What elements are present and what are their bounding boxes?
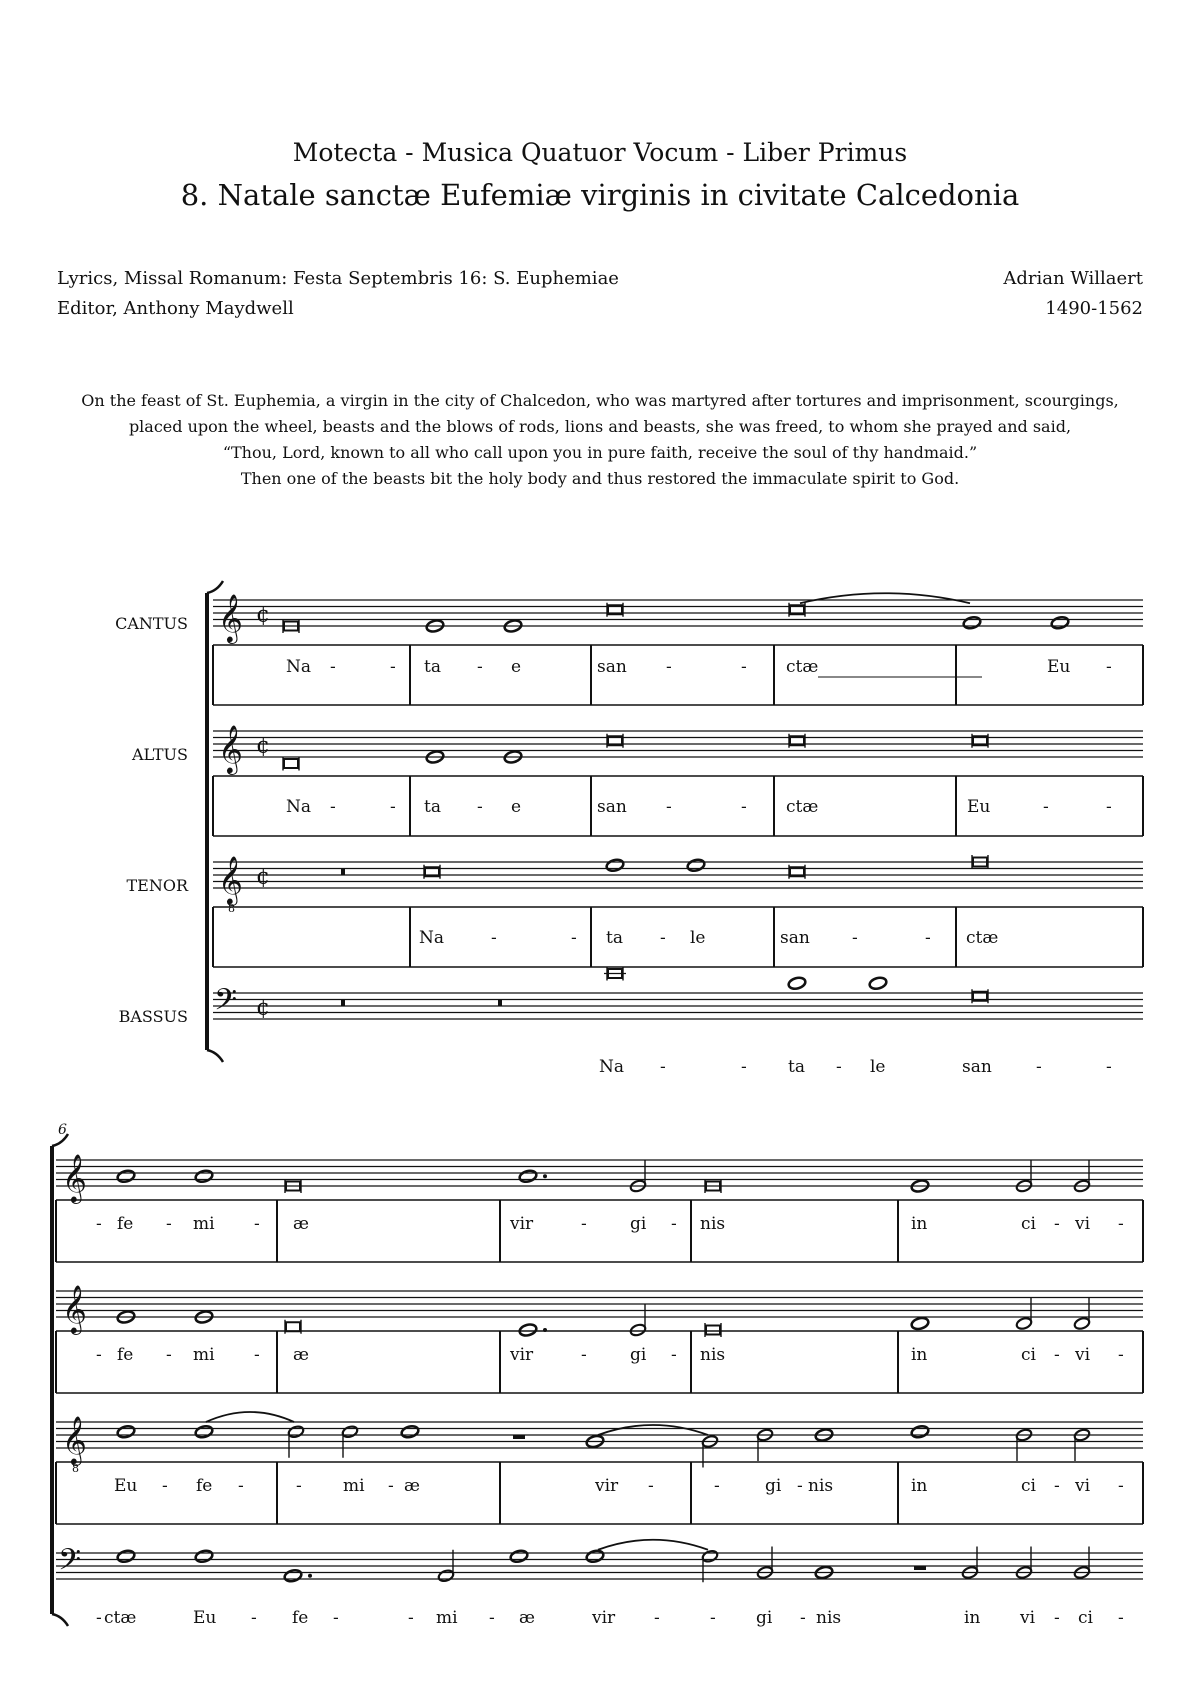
lyric-syllable: le xyxy=(870,1057,886,1077)
composer-dates: 1490-1562 xyxy=(1045,298,1143,319)
whole-note xyxy=(400,1425,419,1439)
lyric-syllable: - xyxy=(390,657,396,677)
lyric-syllable: - xyxy=(1054,1608,1060,1628)
lyric-syllable: san xyxy=(780,928,810,948)
editor-credit: Editor, Anthony Maydwell xyxy=(57,298,294,319)
lyric-syllable: - xyxy=(714,1476,720,1496)
lyric-syllable: gi xyxy=(756,1608,773,1628)
whole-note xyxy=(605,858,624,872)
translation-line: “Thou, Lord, known to all who call upon you in pure faith, receive the soul of thy handmaid.” xyxy=(222,443,978,462)
octave-mark: 8 xyxy=(228,902,235,915)
lyric-syllable: - xyxy=(96,1345,102,1365)
translation-line: placed upon the wheel, beasts and the blows of rods, lions and beasts, she was freed, to whom she prayed and said, xyxy=(128,417,1072,436)
lyric-syllable: - xyxy=(660,1057,666,1077)
lyric-syllable: - xyxy=(1054,1476,1060,1496)
lyric-syllable: Na xyxy=(599,1057,625,1077)
lyric-syllable: mi xyxy=(343,1476,365,1496)
lyric-syllable: - xyxy=(489,1608,495,1628)
lyric-syllable: san xyxy=(962,1057,992,1077)
lyric-syllable: - xyxy=(1118,1476,1124,1496)
lyric-syllable: - xyxy=(1054,1214,1060,1234)
measure-number: 6 xyxy=(58,1122,67,1138)
breve-rest xyxy=(341,1000,345,1007)
lyric-syllable: æ xyxy=(293,1214,309,1234)
lyric-syllable: Eu xyxy=(193,1608,217,1628)
lyric-syllable: - xyxy=(1118,1608,1124,1628)
lyric-syllable: - xyxy=(1118,1214,1124,1234)
lyric-syllable: - xyxy=(800,1608,806,1628)
lyric-syllable: ci xyxy=(1021,1345,1036,1365)
lyric-syllable: æ xyxy=(404,1476,420,1496)
voice-label-altus: ALTUS xyxy=(132,745,188,764)
lyric-syllable: - xyxy=(166,1345,172,1365)
lyric-syllable: - xyxy=(581,1214,587,1234)
lyric-syllable: - xyxy=(166,1214,172,1234)
lyric-syllable: - xyxy=(388,1476,394,1496)
lyric-syllable: ctæ xyxy=(104,1608,137,1628)
tie xyxy=(206,1412,294,1422)
bass-clef: 𝄢 xyxy=(58,1543,82,1585)
lyric-syllable: æ xyxy=(293,1345,309,1365)
lyric-syllable: ctæ xyxy=(966,928,999,948)
whole-note xyxy=(585,1549,604,1563)
lyric-syllable: - xyxy=(408,1608,414,1628)
half-note xyxy=(1015,1316,1032,1330)
tie xyxy=(598,1540,708,1550)
lyric-syllable: - xyxy=(925,928,931,948)
lyric-syllable: ctæ xyxy=(786,657,819,677)
lyric-syllable: - xyxy=(296,1476,302,1496)
lyric-syllable: - xyxy=(1106,797,1112,817)
lyric-syllable: - xyxy=(666,797,672,817)
lyric-syllable: e xyxy=(511,797,522,817)
breve-note xyxy=(706,1326,720,1335)
bracket-hook xyxy=(52,1614,68,1626)
lyric-syllable: - xyxy=(491,928,497,948)
lyrics-credit: Lyrics, Missal Romanum: Festa Septembris 16: S. Euphemiae xyxy=(57,268,619,289)
lyric-syllable: ta xyxy=(424,797,441,817)
lyric-syllable: - xyxy=(330,797,336,817)
lyric-syllable: - xyxy=(477,657,483,677)
lyric-syllable: Eu xyxy=(1047,657,1071,677)
lyric-syllable: le xyxy=(690,928,706,948)
treble-clef: 𝄞 xyxy=(62,1284,87,1333)
lyric-syllable: Na xyxy=(286,797,312,817)
lyric-syllable: mi xyxy=(193,1345,215,1365)
lyric-syllable: ci xyxy=(1021,1214,1036,1234)
whole-note xyxy=(518,1169,537,1183)
lyric-syllable: - xyxy=(671,1214,677,1234)
lyric-syllable: ta xyxy=(606,928,623,948)
lyric-syllable: - xyxy=(96,1214,102,1234)
lyric-syllable: Na xyxy=(286,657,312,677)
whole-note xyxy=(518,1323,537,1337)
lyric-syllable: - xyxy=(390,797,396,817)
lyric-syllable: - xyxy=(710,1608,716,1628)
treble-clef: 𝄞 xyxy=(218,593,243,642)
breve-note xyxy=(284,759,298,768)
lyric-syllable: - xyxy=(852,928,858,948)
lyric-syllable: Eu xyxy=(114,1476,138,1496)
lyric-syllable: - xyxy=(1054,1345,1060,1365)
lyric-syllable: - xyxy=(741,797,747,817)
lyric-syllable: fe xyxy=(196,1476,213,1496)
lyric-syllable: Eu xyxy=(967,797,991,817)
breve-note xyxy=(286,1322,300,1331)
half-note xyxy=(287,1425,304,1439)
half-note xyxy=(701,1549,718,1563)
lyric-syllable: nis xyxy=(700,1345,726,1365)
lyric-syllable: - xyxy=(836,1057,842,1077)
lyric-syllable: gi xyxy=(630,1214,647,1234)
augmentation-dot xyxy=(543,1174,547,1178)
whole-note xyxy=(194,1425,213,1439)
cut-time-sign: ¢ xyxy=(256,733,270,759)
lyric-syllable: - xyxy=(571,928,577,948)
lyric-syllable: - xyxy=(581,1345,587,1365)
whole-note xyxy=(194,1549,213,1563)
lyric-syllable: - xyxy=(666,657,672,677)
lyric-syllable: - xyxy=(1043,797,1049,817)
piece-title: 8. Natale sanctæ Eufemiæ virginis in civitate Calcedonia xyxy=(180,178,1020,212)
lyric-syllable: Na xyxy=(419,928,445,948)
bracket-hook xyxy=(207,581,223,593)
lyric-syllable: - xyxy=(1036,1057,1042,1077)
breve-rest xyxy=(341,869,345,876)
lyric-syllable: vi xyxy=(1075,1476,1091,1496)
octave-mark: 8 xyxy=(72,1462,79,1475)
whole-note xyxy=(116,1425,135,1439)
lyric-syllable: ci xyxy=(1021,1476,1036,1496)
lyric-syllable: ta xyxy=(424,657,441,677)
whole-note xyxy=(116,1549,135,1563)
whole-rest xyxy=(914,1566,926,1570)
lyric-syllable: gi xyxy=(765,1476,782,1496)
whole-note xyxy=(686,858,705,872)
whole-note xyxy=(116,1169,135,1183)
lyric-syllable: - xyxy=(797,1476,803,1496)
lyric-syllable: fe xyxy=(117,1214,134,1234)
lyric-syllable: - xyxy=(330,657,336,677)
lyric-syllable: e xyxy=(511,657,522,677)
lyric-syllable: - xyxy=(238,1476,244,1496)
lyric-syllable: - xyxy=(741,1057,747,1077)
collection-title: Motecta - Musica Quatuor Vocum - Liber Primus xyxy=(292,138,908,167)
lyric-syllable: vir xyxy=(592,1608,616,1628)
lyric-syllable: nis xyxy=(700,1214,726,1234)
tie xyxy=(800,593,970,603)
breve-rest xyxy=(498,1000,502,1007)
lyric-syllable: gi xyxy=(630,1345,647,1365)
cut-time-sign: ¢ xyxy=(256,602,270,628)
lyric-syllable: - xyxy=(660,928,666,948)
lyric-syllable: - xyxy=(254,1214,260,1234)
lyric-syllable: mi xyxy=(193,1214,215,1234)
lyric-syllable: in xyxy=(964,1608,981,1628)
bracket-hook xyxy=(52,1134,68,1146)
lyric-syllable: vi xyxy=(1075,1345,1091,1365)
lyric-syllable: san xyxy=(597,797,627,817)
lyric-syllable: vi xyxy=(1075,1214,1091,1234)
lyric-syllable: in xyxy=(911,1214,928,1234)
lyric-syllable: - xyxy=(162,1476,168,1496)
tie xyxy=(598,1425,708,1435)
lyric-syllable: ci xyxy=(1078,1608,1093,1628)
lyric-syllable: in xyxy=(911,1476,928,1496)
lyric-syllable: - xyxy=(251,1608,257,1628)
treble-clef: 𝄞 xyxy=(218,855,243,904)
lyric-syllable: - xyxy=(1106,657,1112,677)
lyric-syllable: ta xyxy=(788,1057,805,1077)
treble-clef: 𝄞 xyxy=(62,1153,87,1202)
lyric-syllable: - xyxy=(741,657,747,677)
half-note xyxy=(629,1323,646,1337)
whole-note xyxy=(787,976,806,990)
lyric-syllable: - xyxy=(1106,1057,1112,1077)
cut-time-sign: ¢ xyxy=(256,864,270,890)
whole-note xyxy=(194,1169,213,1183)
whole-rest xyxy=(513,1435,525,1439)
lyric-syllable: fe xyxy=(292,1608,309,1628)
lyric-syllable: nis xyxy=(808,1476,834,1496)
lyric-syllable: - xyxy=(648,1476,654,1496)
lyric-syllable: vir xyxy=(510,1345,534,1365)
lyric-syllable: nis xyxy=(816,1608,842,1628)
lyric-syllable: vi xyxy=(1020,1608,1036,1628)
translation-line: Then one of the beasts bit the holy body and thus restored the immaculate spirit to God. xyxy=(240,469,960,488)
composer-name: Adrian Willaert xyxy=(1003,268,1143,289)
treble-clef: 𝄞 xyxy=(62,1415,87,1464)
whole-note xyxy=(910,1425,929,1439)
treble-clef: 𝄞 xyxy=(218,724,243,773)
lyric-syllable: - xyxy=(333,1608,339,1628)
lyric-syllable: mi xyxy=(436,1608,458,1628)
lyric-syllable: - xyxy=(671,1345,677,1365)
bass-clef: 𝄢 xyxy=(214,983,238,1025)
lyric-syllable: - xyxy=(477,797,483,817)
lyric-syllable: ctæ xyxy=(786,797,819,817)
voice-label-tenor: TENOR xyxy=(126,876,188,895)
cut-time-sign: ¢ xyxy=(256,995,270,1021)
half-note xyxy=(341,1425,358,1439)
augmentation-dot xyxy=(308,1574,312,1578)
half-note xyxy=(1073,1316,1090,1330)
whole-note xyxy=(910,1316,929,1330)
translation-line: On the feast of St. Euphemia, a virgin in the city of Chalcedon, who was martyred after tortures and imprisonment, scourgings, xyxy=(81,391,1119,410)
lyric-syllable: - xyxy=(1118,1345,1124,1365)
lyric-syllable: fe xyxy=(117,1345,134,1365)
voice-label-cantus: CANTUS xyxy=(115,614,188,633)
voice-label-bassus: BASSUS xyxy=(118,1007,188,1026)
half-note xyxy=(437,1569,454,1583)
whole-note xyxy=(1050,616,1069,630)
lyric-syllable: san xyxy=(597,657,627,677)
lyric-syllable: vir xyxy=(595,1476,619,1496)
whole-note xyxy=(509,1549,528,1563)
lyric-syllable: - xyxy=(654,1608,660,1628)
bracket-hook xyxy=(207,1050,223,1062)
whole-note xyxy=(962,616,981,630)
whole-note xyxy=(283,1569,302,1583)
augmentation-dot xyxy=(543,1328,547,1332)
lyric-syllable: - xyxy=(254,1345,260,1365)
lyric-syllable: vir xyxy=(510,1214,534,1234)
lyric-syllable: - xyxy=(96,1608,102,1628)
lyric-syllable: æ xyxy=(519,1608,535,1628)
lyric-syllable: in xyxy=(911,1345,928,1365)
whole-note xyxy=(868,976,887,990)
